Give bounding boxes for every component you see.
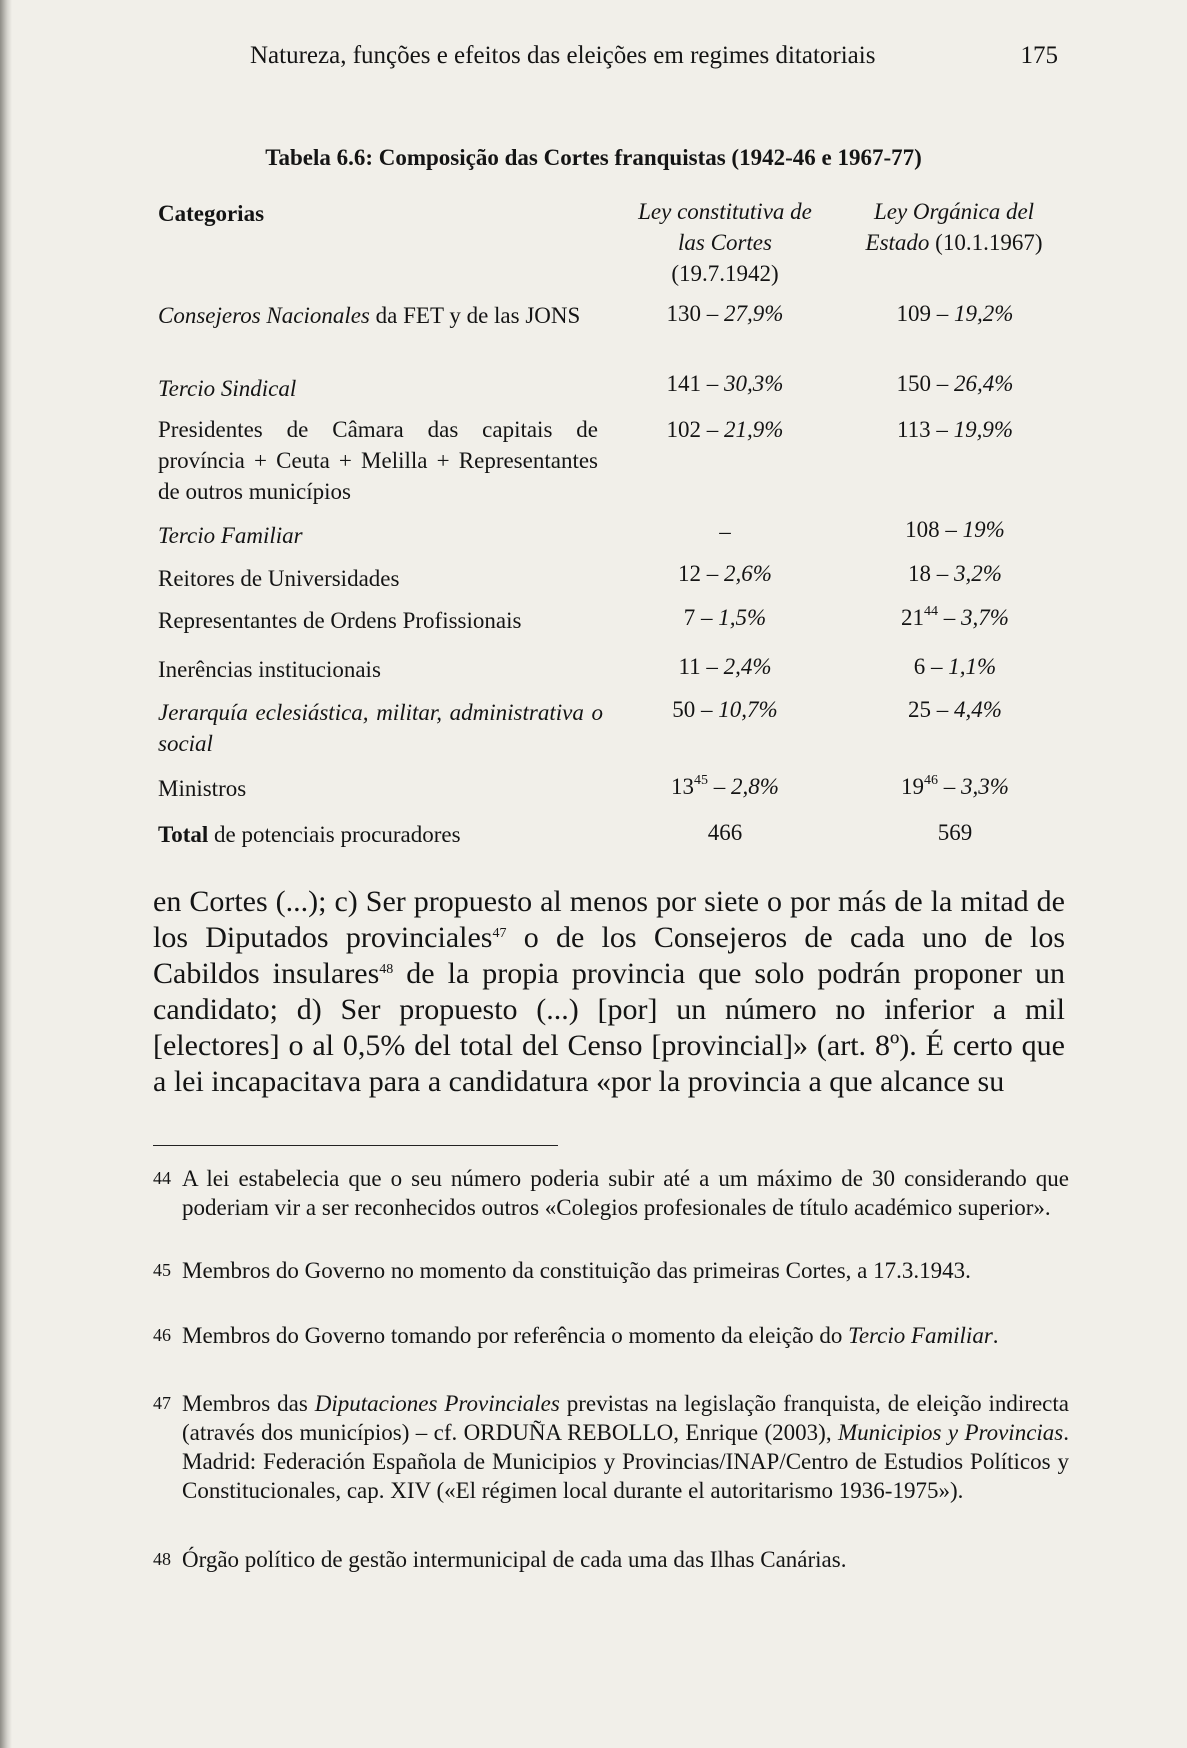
footnote-text: A lei estabelecia que o seu número poderia subir até a um máximo de 30 considerando que poderiam vir a ser reconhecidos outros «Colegios profesionales de título académico superior». — [182, 1166, 1069, 1220]
value-percent: 3,2% — [954, 561, 1002, 586]
value-count: 150 – — [896, 371, 955, 396]
value-percent: 19,9% — [953, 417, 1014, 442]
value-percent: 27,9% — [724, 301, 784, 326]
table-row-category — [158, 697, 603, 759]
body-text-1: en Cortes (...); c) Ser propuesto al menos por siete o por más de la mitad de los Diputados provinciales — [153, 885, 1065, 954]
table-cell-1967 — [860, 771, 1050, 802]
col2-line2: Estado — [865, 230, 930, 255]
table-total-1967: 569 — [937, 820, 973, 845]
footnote-number: 47 — [153, 1393, 171, 1413]
table-cell-1967 — [860, 602, 1050, 633]
table-cell-1967 — [860, 414, 1050, 445]
value-percent: 30,3% — [724, 371, 784, 396]
running-header — [250, 42, 1058, 76]
value-count: 130 – — [666, 301, 725, 326]
value-count: 109 – — [896, 301, 955, 326]
footnote-46 — [153, 1321, 1069, 1350]
category-italic: Tercio Familiar — [158, 523, 303, 548]
footnote-text: Membros do Governo no momento da constituição das primeiras Cortes, a 17.3.1943. — [182, 1258, 971, 1283]
footnote-ref-47[interactable]: 47 — [492, 926, 507, 941]
value-percent: 19% — [962, 517, 1005, 542]
table-cell-1967 — [860, 368, 1050, 399]
footnote-text-c: . Madrid: Federación Española de Municipios y Provincias/INAP/Centro de Estudios Políticos y Constitucionales, cap. XIV («El régimen local durante el autoritarismo 1936-1975»). — [182, 1420, 1069, 1503]
category-italic: Jerarquía eclesiástica, militar, administrativa o social — [158, 700, 603, 756]
body-text-2: o de los Consejeros de cada uno de los Cabildos insulares — [153, 921, 1065, 990]
footnote-number: 44 — [153, 1168, 171, 1188]
value-count: 11 – — [678, 654, 724, 679]
page-number: 175 — [1020, 42, 1058, 69]
value-percent: 2,4% — [723, 654, 772, 679]
col1-line3: (19.7.1942) — [671, 261, 779, 286]
col-header-categories: Categorias — [158, 201, 265, 226]
footnote-48 — [153, 1545, 1069, 1574]
value-dash: – — [708, 774, 732, 799]
value-count: 13 — [671, 774, 695, 799]
table-title: Tabela 6.6: Composição das Cortes franquistas (1942-46 e 1967-77) — [265, 145, 922, 170]
footnote-47 — [153, 1389, 1069, 1505]
value-percent: 3,3% — [961, 774, 1009, 799]
value-dash: – — [938, 605, 962, 630]
footnote-text-italic: Tercio Familiar — [848, 1323, 993, 1348]
table-row-category: Reitores de Universidades — [158, 566, 400, 591]
table-cell-1942 — [630, 651, 820, 682]
table-cell-1942 — [630, 298, 820, 329]
col-header-ley-constitutiva — [615, 196, 835, 289]
value-count: 113 – — [896, 417, 954, 442]
value-percent: 21,9% — [724, 417, 784, 442]
footnote-text-a: Membros do Governo tomando por referência o momento da eleição do — [182, 1323, 849, 1348]
table-cell-1942 — [630, 771, 820, 802]
category-italic: Tercio Sindical — [158, 376, 297, 401]
table-total-1942: 466 — [707, 820, 743, 845]
table-cell-1942 — [630, 694, 820, 725]
table-cell-1942 — [630, 414, 820, 445]
footnote-ref-48[interactable]: 48 — [379, 962, 394, 977]
value-count: 50 – — [672, 697, 719, 722]
table-cell-1967 — [860, 514, 1050, 545]
table-cell-1942 — [630, 368, 820, 399]
col1-line2: las Cortes — [678, 230, 772, 255]
footnote-ref-44[interactable]: 44 — [924, 604, 939, 619]
footnote-text-b: previstas na legislação franquista, de eleição indirecta (através dos municípios) – cf. ORDUÑA REBOLLO, Enrique (2003), — [182, 1391, 1069, 1445]
table-row-category: Presidentes de Câmara das capitais de província + Ceuta + Melilla + Representantes de outros municípios — [158, 417, 598, 504]
table-row-category — [158, 300, 598, 331]
table-cell-1942 — [630, 602, 820, 633]
table-row-category — [158, 373, 598, 404]
col2-line1: Ley Orgánica del — [873, 199, 1035, 224]
running-title: Natureza, funções e efeitos das eleições em regimes ditatoriais — [250, 42, 876, 69]
footnote-text-b: . — [992, 1323, 999, 1348]
value-count: 102 – — [666, 417, 725, 442]
total-rest: de potenciais procuradores — [208, 822, 461, 847]
value-count: 141 – — [666, 371, 725, 396]
table-row-category: Representantes de Ordens Profissionais — [158, 608, 522, 633]
footnote-ref-46[interactable]: 46 — [924, 773, 939, 788]
footnote-text — [182, 1321, 1069, 1350]
value-count: 19 — [901, 774, 925, 799]
table-row-category: Ministros — [158, 776, 247, 801]
footnote-text-italic: Diputaciones Provinciales — [314, 1391, 560, 1416]
footnote-separator — [153, 1145, 558, 1146]
value-percent: 2,6% — [724, 561, 772, 586]
page-spine-shadow — [0, 0, 12, 1748]
value-count: 21 — [901, 605, 925, 630]
footnote-text-a: Membros das — [182, 1391, 315, 1416]
body-text-3: de la propia provincia que solo podrán proponer un candidato; d) Ser propuesto (...) [por] un número no inferior a mil [electores] o al 0,5% del total del Censo [provincial]» (art. 8º). É certo que a lei incapacitava para a candidatura «por la provincia a que alcance su — [153, 957, 1065, 1098]
footnote-text: Órgão político de gestão intermunicipal de cada uma das Ilhas Canárias. — [182, 1547, 847, 1572]
value-count: – — [719, 519, 731, 544]
value-percent: 1,1% — [948, 654, 997, 679]
table-cell-1967 — [860, 651, 1050, 682]
footnote-text-italic: Municipios y Provincias — [837, 1420, 1064, 1445]
value-count: 108 – — [905, 517, 963, 542]
value-percent: 4,4% — [954, 697, 1002, 722]
col1-line1: Ley constitutiva de — [638, 199, 812, 224]
col-header-ley-organica — [838, 196, 1070, 258]
value-percent: 1,5% — [718, 605, 767, 630]
table-cell-1942 — [630, 516, 820, 547]
table-row-category: Inerências institucionais — [158, 657, 381, 682]
value-percent: 3,7% — [961, 605, 1009, 630]
value-percent: 2,8% — [731, 774, 779, 799]
value-percent: 19,2% — [954, 301, 1014, 326]
value-count: 18 – — [908, 561, 955, 586]
footnote-44 — [153, 1164, 1069, 1222]
table-cell-1967 — [860, 298, 1050, 329]
table-cell-1942 — [630, 558, 820, 589]
footnote-number: 45 — [153, 1260, 171, 1280]
footnote-ref-45[interactable]: 45 — [694, 773, 709, 788]
value-dash: – — [938, 774, 962, 799]
col2-line2-date: (10.1.1967) — [935, 230, 1043, 255]
value-count: 7 – — [683, 605, 719, 630]
value-percent: 26,4% — [954, 371, 1014, 396]
value-count: 6 – — [913, 654, 949, 679]
footnote-number: 46 — [153, 1325, 171, 1345]
footnote-number: 48 — [153, 1549, 171, 1569]
value-percent: 10,7% — [718, 697, 778, 722]
table-cell-1967 — [860, 694, 1050, 725]
table-total-label — [158, 819, 598, 850]
value-count: 25 – — [908, 697, 955, 722]
value-count: 12 – — [678, 561, 725, 586]
table-cell-1967 — [860, 558, 1050, 589]
body-paragraph — [153, 884, 1065, 1100]
footnote-text — [182, 1389, 1069, 1505]
category-italic: Consejeros Nacionales — [158, 303, 370, 328]
footnote-45 — [153, 1256, 1069, 1285]
total-bold: Total — [158, 822, 209, 847]
table-row-category — [158, 520, 598, 551]
category-plain: da FET y de las JONS — [369, 303, 581, 328]
